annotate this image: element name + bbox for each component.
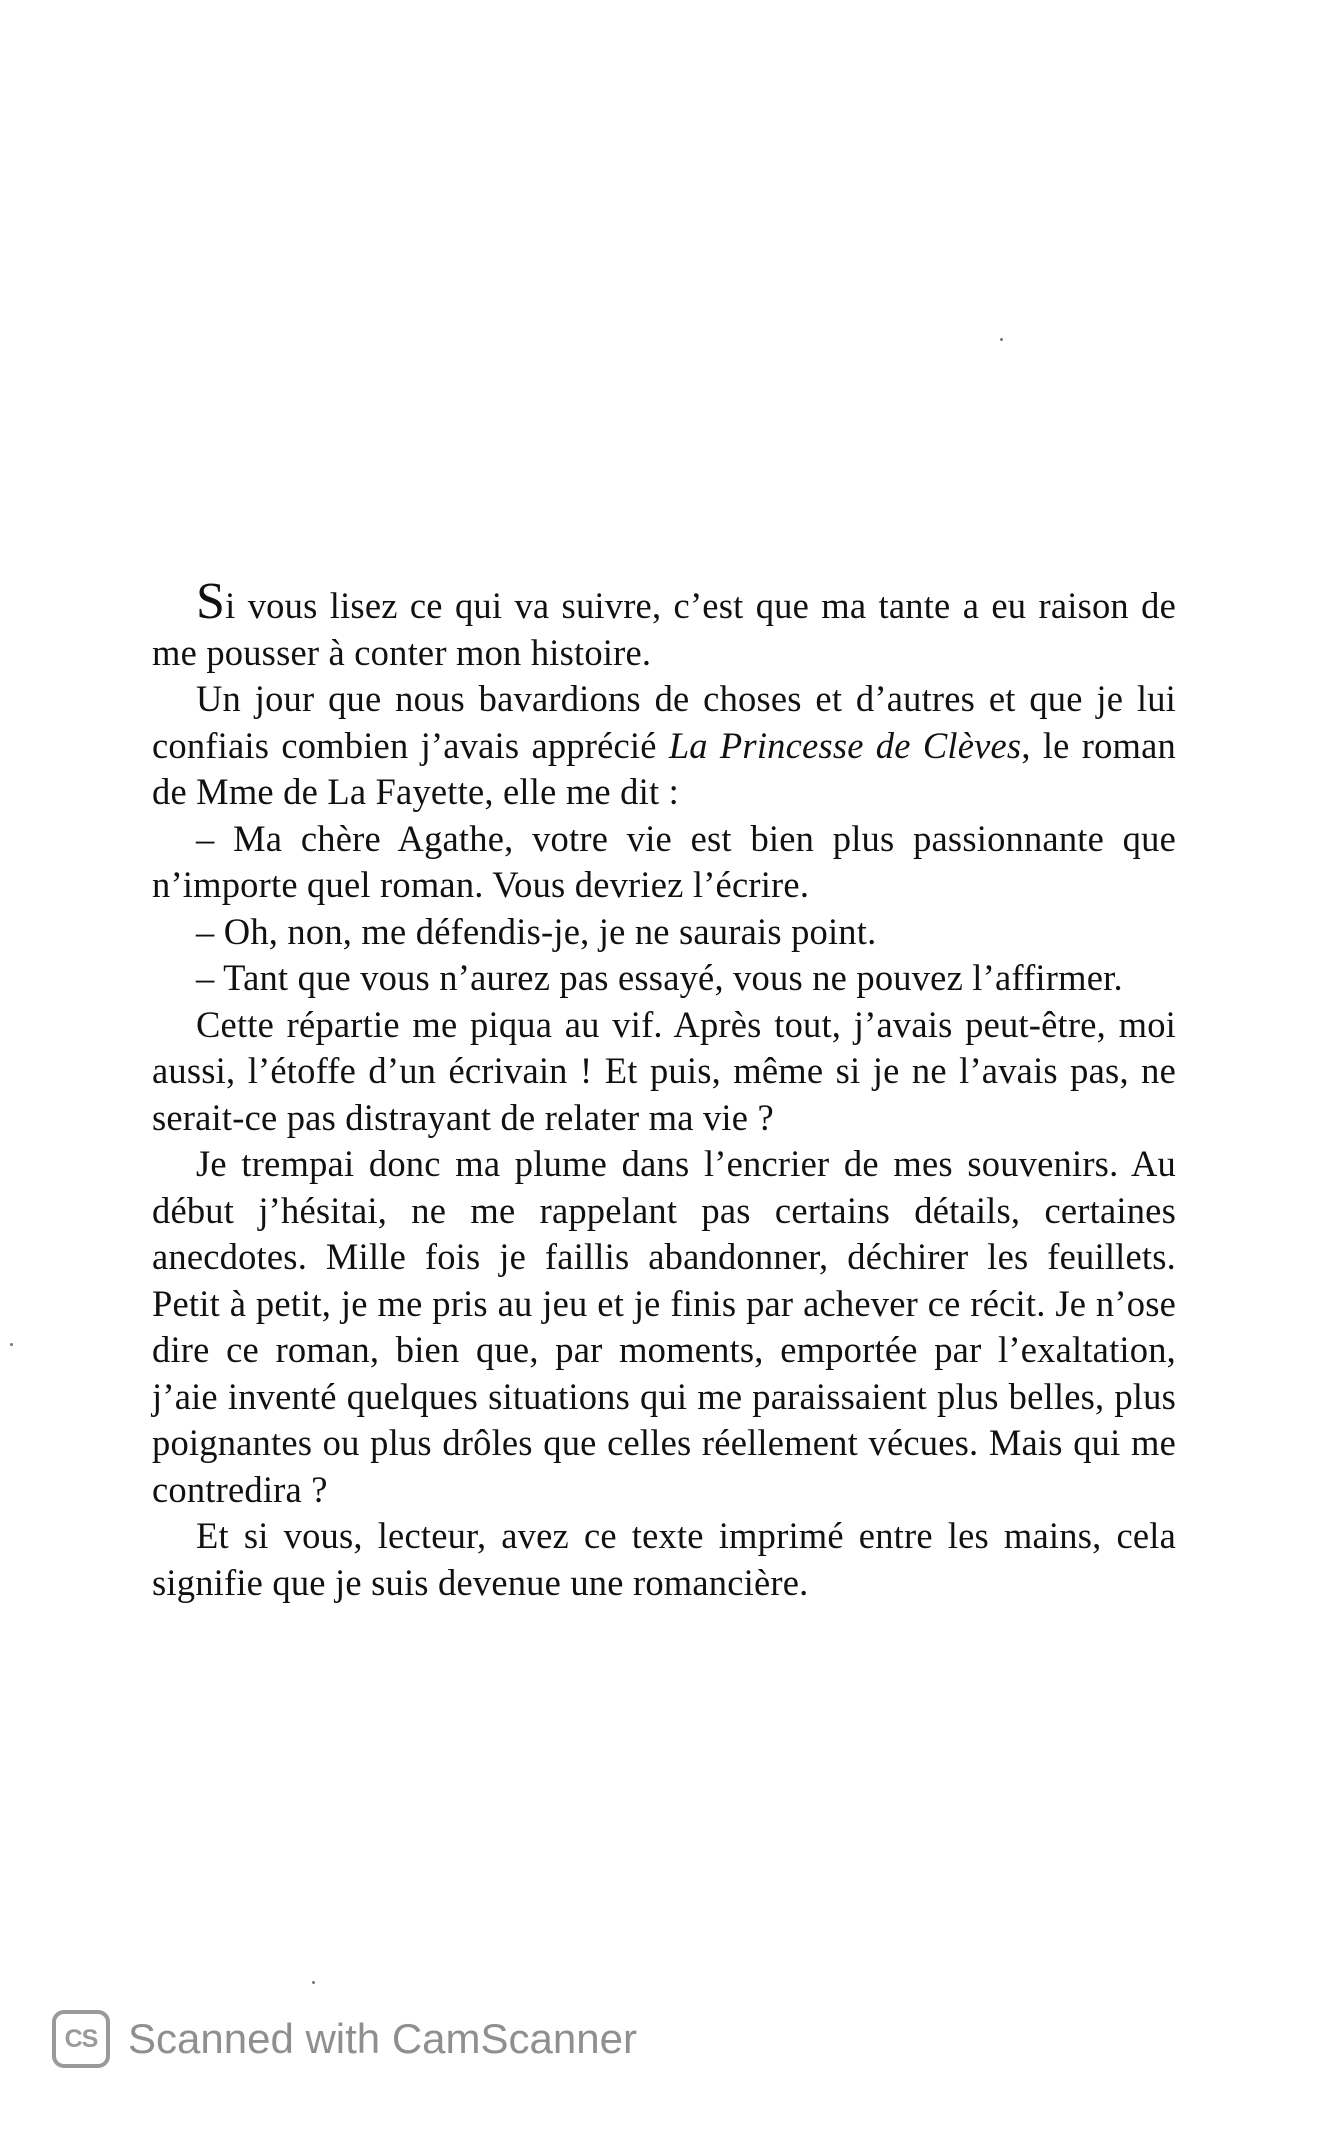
paragraph-closing: Et si vous, lecteur, avez ce texte imprimé entre les mains, cela signifie que je suis devenue une romancière.: [152, 1515, 1176, 1603]
dialogue-line: – Oh, non, me défendis-je, je ne saurais point.: [196, 910, 877, 952]
scan-speck: [10, 1343, 13, 1346]
watermark-label: Scanned with CamScanner: [128, 2015, 637, 2062]
paragraph-opening: [152, 573, 1176, 676]
body-text: [152, 573, 1176, 1606]
paragraph-reflection: Cette répartie me piqua au vif. Après tout, j’avais peut-être, moi aussi, l’étoffe d’un écrivain ! Et puis, même si je ne l’avais pas, ne serait-ce pas distrayant de relater ma vie ?: [152, 1003, 1176, 1138]
camscanner-logo-icon: CS: [52, 2010, 110, 2068]
scan-speck: [312, 1981, 315, 1984]
dialogue-line: – Tant que vous n’aurez pas essayé, vous ne pouvez l’affirmer.: [196, 957, 1123, 998]
paragraph-conversation-intro: [152, 676, 1176, 816]
paragraph-writing: Je trempai donc ma plume dans l’encrier de mes souvenirs. Au début j’hésitai, ne me rappelant pas certains détails, certaines anecdotes. Mille fois je faillis abandonner, déchirer les feuillets. Petit à petit, je me pris au jeu et je finis par achever ce récit. Je n’ose dire ce roman, bien que, par moments, emportée par l’exaltation, j’aie inventé quelques situations qui me paraissaient plus belles, plus poignantes ou plus drôles que celles réellement vécues. Mais qui me contredira ?: [152, 1143, 1176, 1510]
dialogue-line: – Ma chère Agathe, votre vie est bien plus passionnante que n’importe quel roman. Vous devriez l’écrire.: [152, 817, 1176, 905]
book-title: La Princesse de Clèves: [668, 724, 1022, 766]
initial-letter: S: [196, 573, 226, 630]
scan-speck: [1000, 338, 1003, 341]
paragraph-text: , le roman de Mme de La Fayette, elle me dit :: [152, 724, 1176, 812]
paragraph-text: i vous lisez ce qui va suivre, c’est que ma tante a eu raison de me pousser à conter mon histoire.: [152, 585, 1176, 673]
paragraph-text: Un jour que nous bavardions de choses et d’autres et que je lui confiais combien j’avais apprécié: [152, 678, 1176, 766]
scanner-watermark: [52, 2007, 637, 2071]
